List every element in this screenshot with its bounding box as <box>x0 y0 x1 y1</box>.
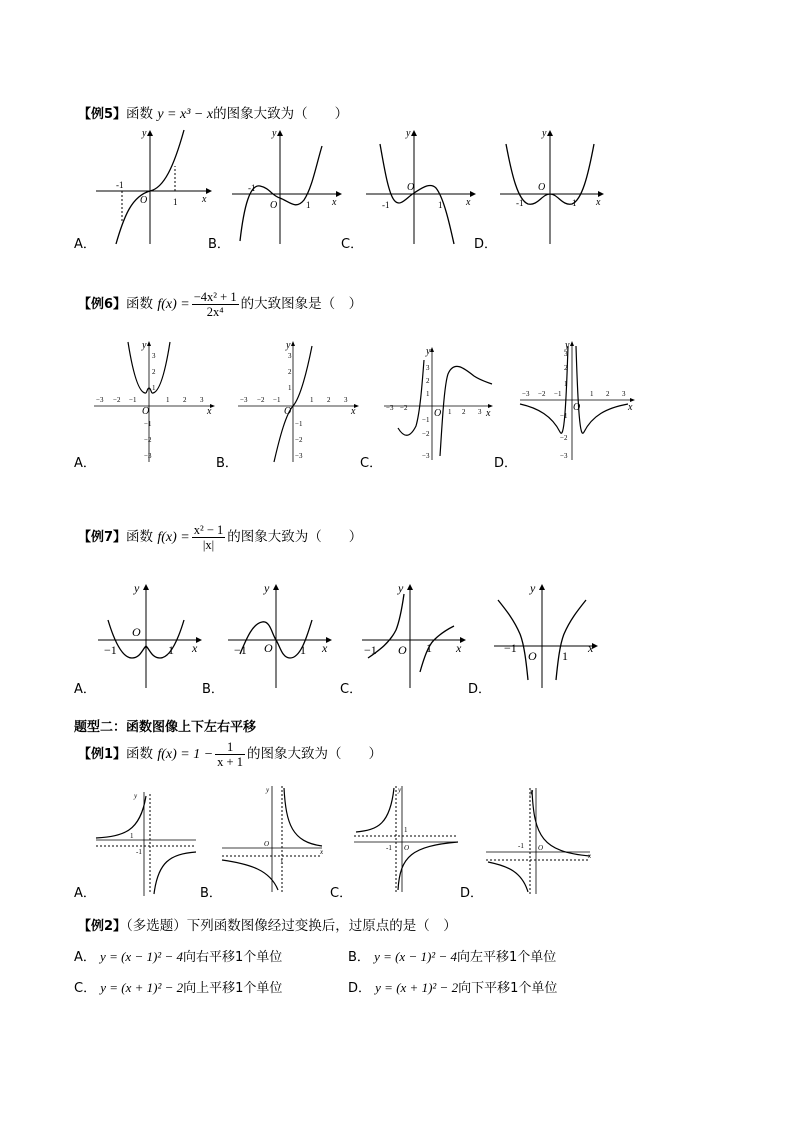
formula-lhs: f(x) = <box>157 297 190 312</box>
example-tag: 【例1】 <box>78 747 127 762</box>
tick-label: 1 <box>168 643 174 657</box>
tick-label: 3 <box>152 352 156 360</box>
curve-right <box>284 788 322 846</box>
tick-label: 3 <box>200 396 204 404</box>
tick-label: −2 <box>113 396 121 404</box>
curve-left <box>498 600 528 680</box>
tick-label: 1 <box>300 643 306 657</box>
numerator: x² − 1 <box>193 523 224 537</box>
tick-label: 1 <box>590 390 594 398</box>
question-text: 函数 <box>126 106 154 122</box>
tick-label: −2 <box>257 396 265 404</box>
tick-label: 2 <box>183 396 187 404</box>
option-label[interactable]: A． <box>74 886 96 901</box>
x-label: x <box>332 197 337 208</box>
origin-label: O <box>264 840 270 848</box>
denominator: |x| <box>202 538 215 552</box>
tick-label: −3 <box>144 452 152 460</box>
example-7-question <box>78 523 362 552</box>
tick-label: 3 <box>288 352 292 360</box>
origin-label: O <box>573 402 581 413</box>
tick-label: 1 <box>288 384 292 392</box>
tick-label: -1 <box>136 848 142 856</box>
choice-formula: y = (x − 1)² − 4 <box>374 949 457 964</box>
ex6-graph-d <box>518 340 644 466</box>
tick-label: −3 <box>522 390 530 398</box>
tick-label: −2 <box>422 430 430 438</box>
tick-label: -1 <box>382 200 390 210</box>
tick-label: 1 <box>130 832 134 840</box>
y-label: y <box>264 581 270 595</box>
tick-label: −3 <box>386 404 394 412</box>
question-text: 的图象大致为（ ） <box>246 746 382 762</box>
tick-label: −1 <box>234 643 247 657</box>
ex7-graph-d <box>492 580 604 692</box>
y-arrow <box>430 347 434 352</box>
ex6-graph-b <box>236 340 366 466</box>
option-label[interactable]: D． <box>474 237 498 252</box>
origin-label: O <box>270 200 278 211</box>
y-label: y <box>134 581 140 595</box>
tick-label: −2 <box>295 436 303 444</box>
x-label: x <box>456 641 462 655</box>
x-label: x <box>588 641 594 655</box>
y-label: y <box>142 340 147 351</box>
y-label: y <box>530 581 536 595</box>
tick-label: −3 <box>295 452 303 460</box>
y-label: y <box>266 786 270 794</box>
tick-label: 1 <box>562 649 568 663</box>
choice-b[interactable] <box>348 946 556 965</box>
ex1-graph-a <box>94 788 202 898</box>
y-label: y <box>426 346 431 357</box>
fraction <box>215 740 245 769</box>
tick-label: -1 <box>386 844 392 852</box>
y-label: y <box>272 128 277 139</box>
ex5-graph-c <box>364 126 484 248</box>
choice-label: C． <box>74 981 97 996</box>
origin-label: O <box>132 625 141 639</box>
curve-left <box>356 788 394 832</box>
tick-label: 1 <box>572 198 577 208</box>
tick-label: -1 <box>518 842 524 850</box>
choice-d[interactable] <box>348 977 557 996</box>
curve-left <box>222 860 278 890</box>
origin-label: O <box>404 844 410 852</box>
option-label[interactable]: B． <box>200 886 222 901</box>
tick-label: 2 <box>426 377 430 385</box>
origin-label: O <box>538 182 546 193</box>
y-arrow <box>539 584 545 590</box>
tick-label: -1 <box>248 183 256 193</box>
tick-label: −1 <box>104 643 117 657</box>
y-label: y <box>565 340 570 351</box>
y-arrow <box>570 341 574 346</box>
tick-label: −2 <box>560 434 568 442</box>
numerator: 1 <box>215 740 245 755</box>
curve-left <box>398 360 424 435</box>
origin-label: O <box>538 844 544 852</box>
tick-label: 2 <box>606 390 610 398</box>
tick-label: -1 <box>116 180 124 190</box>
denominator: x + 1 <box>217 755 243 769</box>
tick-label: 1 <box>448 408 452 416</box>
y-arrow <box>143 584 149 590</box>
ex1-graph-d <box>484 786 592 896</box>
example-6-question <box>78 290 362 319</box>
x-label: x <box>322 641 328 655</box>
question-text: （多选题）下列函数图像经过变换后，过原点的是（ ） <box>126 918 457 934</box>
fraction <box>192 290 239 319</box>
ex7-graph-b <box>226 580 338 692</box>
tick-label: −3 <box>96 396 104 404</box>
tick-label: 2 <box>288 368 292 376</box>
tick-label: −2 <box>400 404 408 412</box>
choice-label: A． <box>74 950 96 965</box>
origin-label: O <box>284 406 292 417</box>
choice-formula: y = (x − 1)² − 4 <box>100 949 183 964</box>
tick-label: −1 <box>144 420 152 428</box>
origin-label: O <box>264 641 273 655</box>
tick-label: 1 <box>152 384 156 392</box>
choice-a[interactable] <box>74 946 282 965</box>
origin-label: O <box>528 649 537 663</box>
tick-label: 1 <box>438 200 443 210</box>
x-label: x <box>486 408 491 419</box>
ex6-graph-a <box>92 340 222 466</box>
curve-right <box>576 346 628 433</box>
choice-label: B． <box>348 950 370 965</box>
origin-label: O <box>434 408 442 419</box>
tick-label: −1 <box>554 390 562 398</box>
option-label[interactable]: C． <box>360 456 383 471</box>
formula: y = x³ − x <box>157 107 214 122</box>
y-label: y <box>542 128 547 139</box>
x-label: x <box>320 848 324 856</box>
tick-label: 3 <box>478 408 482 416</box>
origin-label: O <box>398 643 407 657</box>
origin-label: O <box>407 182 415 193</box>
y-arrow <box>147 341 151 346</box>
y-arrow <box>411 130 417 136</box>
y-arrow <box>273 584 279 590</box>
curve-right <box>556 600 586 680</box>
choice-label: D． <box>348 981 372 996</box>
y-label: y <box>398 786 402 794</box>
x-label: x <box>192 641 198 655</box>
tick-label: 1 <box>166 396 170 404</box>
option-label[interactable]: C． <box>330 886 353 901</box>
ex5-graph-a <box>94 126 214 248</box>
fraction <box>192 523 226 552</box>
option-label[interactable]: A． <box>74 237 96 252</box>
example-1-question <box>78 740 382 769</box>
tick-label: 1 <box>404 826 408 834</box>
x-label: x <box>588 852 592 860</box>
example-2-question <box>78 914 457 934</box>
origin-label: O <box>142 406 150 417</box>
choice-text: 向左平移1个单位 <box>456 950 557 965</box>
tick-label: 2 <box>327 396 331 404</box>
tick-label: −1 <box>129 396 137 404</box>
tick-label: 2 <box>462 408 466 416</box>
tick-label: 1 <box>310 396 314 404</box>
ex7-graph-c <box>360 580 472 692</box>
y-label: y <box>530 788 534 796</box>
ex6-graph-c <box>382 346 502 464</box>
tick-label: 3 <box>564 350 568 358</box>
option-label[interactable]: A． <box>74 682 96 697</box>
option-label[interactable]: D． <box>460 886 484 901</box>
tick-label: 1 <box>306 200 311 210</box>
tick-label: −1 <box>273 396 281 404</box>
tick-label: 1 <box>173 197 178 207</box>
choice-formula: y = (x + 1)² − 2 <box>100 980 184 995</box>
option-label[interactable]: C． <box>340 682 363 697</box>
question-text: 的图象大致为（ ） <box>227 529 363 545</box>
section-heading: 题型二：函数图像上下左右平移 <box>74 720 257 735</box>
choice-formula: y = (x + 1)² − 2 <box>375 980 459 995</box>
numerator: −4x² + 1 <box>193 290 237 304</box>
x-label: x <box>207 406 212 417</box>
tick-label: −2 <box>538 390 546 398</box>
tick-label: 2 <box>152 368 156 376</box>
x-label: x <box>202 194 207 205</box>
tick-label: 1 <box>426 390 430 398</box>
ex5-graph-b <box>230 126 350 248</box>
y-arrow <box>407 584 413 590</box>
option-label[interactable]: D． <box>468 682 492 697</box>
question-text: 函数 <box>126 746 154 762</box>
y-label: y <box>142 128 147 139</box>
question-text: 函数 <box>126 529 154 545</box>
x-arrow <box>470 191 476 197</box>
x-arrow <box>206 188 212 194</box>
tick-label: −1 <box>364 643 377 657</box>
y-label: y <box>286 340 291 351</box>
choice-c[interactable] <box>74 977 282 996</box>
tick-label: 2 <box>564 364 568 372</box>
choice-text: 向上平移1个单位 <box>183 981 283 996</box>
tick-label: 3 <box>622 390 626 398</box>
x-label: x <box>628 402 633 413</box>
tick-label: −3 <box>240 396 248 404</box>
x-label: x <box>466 197 471 208</box>
x-arrow <box>336 191 342 197</box>
option-label[interactable]: B． <box>216 456 238 471</box>
denominator: 2x⁴ <box>206 305 224 319</box>
option-label[interactable]: B． <box>202 682 224 697</box>
example-tag: 【例5】 <box>78 107 127 122</box>
curve-left <box>96 796 146 838</box>
tick-label: 3 <box>344 396 348 404</box>
y-arrow <box>291 341 295 346</box>
tick-label: −1 <box>422 416 430 424</box>
origin-label: O <box>140 195 148 206</box>
question-text: 的图象大致为（ ） <box>213 106 349 122</box>
question-text: 函数 <box>126 296 154 312</box>
option-label[interactable]: D． <box>494 456 518 471</box>
tick-label: 3 <box>426 364 430 372</box>
question-text: 的大致图象是（ ） <box>240 296 363 312</box>
x-label: x <box>351 406 356 417</box>
ex1-graph-c <box>352 784 460 896</box>
example-tag: 【例6】 <box>78 297 127 312</box>
tick-label: −1 <box>295 420 303 428</box>
tick-label: −3 <box>560 452 568 460</box>
example-tag: 【例2】 <box>78 919 127 934</box>
choice-text: 向右平移1个单位 <box>182 950 283 965</box>
option-label[interactable]: C． <box>341 237 364 252</box>
curve-left <box>488 862 528 892</box>
option-label[interactable]: A． <box>74 456 96 471</box>
tick-label: −3 <box>422 452 430 460</box>
y-label: y <box>398 581 404 595</box>
formula-lhs: f(x) = <box>157 530 190 545</box>
tick-label: 1 <box>280 858 284 866</box>
ex5-graph-d <box>498 126 618 248</box>
tick-label: −1 <box>560 412 568 420</box>
tick-label: -1 <box>516 198 524 208</box>
tick-label: 1 <box>564 380 568 388</box>
example-5-question <box>78 102 348 123</box>
tick-label: −2 <box>144 436 152 444</box>
x-label: x <box>596 197 601 208</box>
y-label: y <box>406 128 411 139</box>
example-tag: 【例7】 <box>78 530 127 545</box>
choice-text: 向下平移1个单位 <box>458 981 558 996</box>
formula-lhs: f(x) = 1 − <box>157 747 214 762</box>
y-label: y <box>134 792 138 800</box>
tick-label: 1 <box>426 641 432 655</box>
curve-right <box>154 852 196 894</box>
y-arrow <box>147 130 153 136</box>
ex1-graph-b <box>220 784 328 896</box>
y-arrow <box>277 130 283 136</box>
y-arrow <box>547 130 553 136</box>
tick-label: −1 <box>504 641 517 655</box>
ex7-graph-a <box>96 580 208 692</box>
option-label[interactable]: B． <box>208 237 230 252</box>
